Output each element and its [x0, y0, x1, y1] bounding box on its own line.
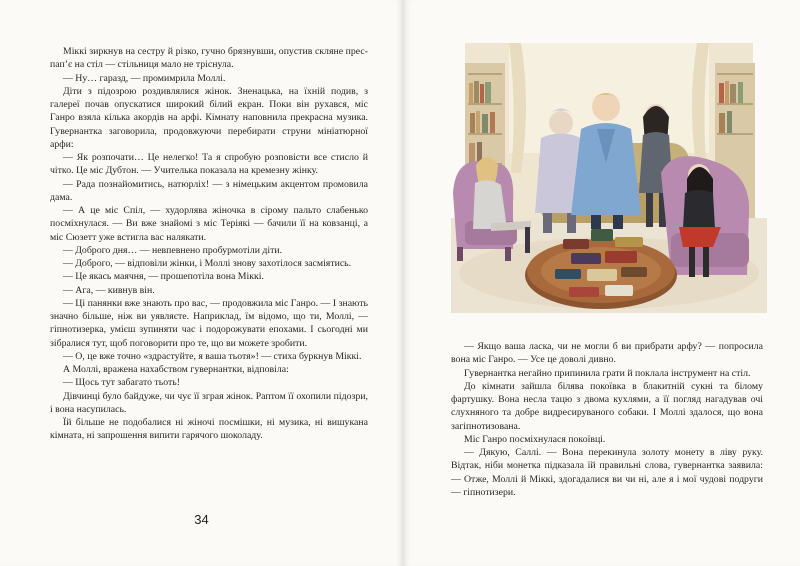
paragraph: Їй більше не подобалися ні жіночі посмішки, ні музика, ні вишукана кімната, ні запрошення випити гарячого шоколаду. [50, 417, 368, 442]
left-page-text [50, 45, 368, 443]
paragraph: До кімнати зайшла білява покоївка в блакитній сукні та білому фартушку. Вона несла тацю з двома кухлями, а її погляд нагадував очі слухняного та добре видресируваного собаки. І Моллі здалося, що вона загіпнотизована. [451, 380, 763, 432]
paragraph: — Ага, — кивнув він. [63, 284, 155, 296]
right-page [403, 0, 800, 566]
paragraph: А Моллі, вражена нахабством гувернантки, відповіла: [63, 364, 289, 375]
paragraph: Гувернантка негайно припинила грати й поклала інструмент на стіл. [464, 367, 751, 379]
page-number: 34 [194, 512, 209, 527]
paragraph: — Як розпочати… Це нелегко! Та я спробую розповісти все стисло й чітко. Це міс Дубтон. — Учителька показала на кремезну жінку. [50, 152, 368, 177]
paragraph: — Доброго дня… — невпевнено пробурмотіли діти. [63, 244, 283, 256]
paragraph: — А це міс Спіл, — худорлява жіночка в сірому пальто слабенько посміхнулася. — Ви вже знайомі з міс Теріякі — бачили її на ковзанці, а міс Сюзетт уже встигла вас налякати. [50, 205, 368, 243]
paragraph: — Доброго, — відповіли жінки, і Моллі знову захотілося засміятись. [63, 258, 352, 269]
right-page-text [451, 340, 763, 499]
paragraph: Міс Ганро посміхнулася покоївці. [464, 433, 606, 445]
paragraph: Дівчинці було байдуже, чи чує її зграя жінок. Раптом її охопили підозри, і вона насупилась. [50, 390, 368, 415]
paragraph: — Дякую, Саллі. — Вона перекинула золоту монету в ліву руку. Відтак, ніби монетка підказала їй правильні слова, гувернантка заявила: — Отже, Моллі й Міккі, здогадалися ви чи ні, але я і мої чудові подруги — гіпнотизери. [451, 447, 763, 498]
paragraph: — Це якась маячня, — прошепотіла вона Міккі. [63, 271, 264, 283]
paragraph: — Ці панянки вже знають про вас, — продовжила міс Ганро. — І знають значно більше, ніж ви уявляєте. Наприклад, їм відомо, що ти, Моллі, — гіпнотизерка, умієш зупиняти час і подорожувати епохами. І сьогодні ми зібралися тут, щоб поговорити про те, що ви можете зробити. [50, 297, 368, 349]
paragraph: — Якщо ваша ласка, чи не могли б ви прибрати арфу? — попросила вона міс Ганро. — Усе це доволі дивно. [451, 341, 763, 366]
paragraph: — Щось тут забагато тьоть! [63, 377, 181, 389]
paragraph: — О, це вже точно «здрастуйте, я ваша тьотя»! — стиха буркнув Міккі. [63, 350, 362, 362]
paragraph: Діти з підозрою роздивлялися жінок. Зненацька, на їхній подив, з галереї почав опускатися широкий білий екран. Поки він рухався, міс Ганро взяла кілька акордів на арфі. Кімнату наповнила прекрасна музика. Гувернантка заговорила, продовжуючи перебирати струни мініатюрної арфи: [50, 85, 368, 150]
paragraph: — Ну… гаразд, — промимрила Моллі. [63, 72, 226, 84]
illustration [451, 43, 767, 313]
paragraph: — Рада познайомитись, натюрліх! — з німецьким акцентом промовила дама. [50, 178, 368, 203]
paragraph: Міккі зиркнув на сестру й різко, гучно брязнувши, опустив скляне прес-пап’є на стіл — стільниця мало не тріснула. [50, 46, 368, 71]
room-illustration [451, 43, 767, 313]
